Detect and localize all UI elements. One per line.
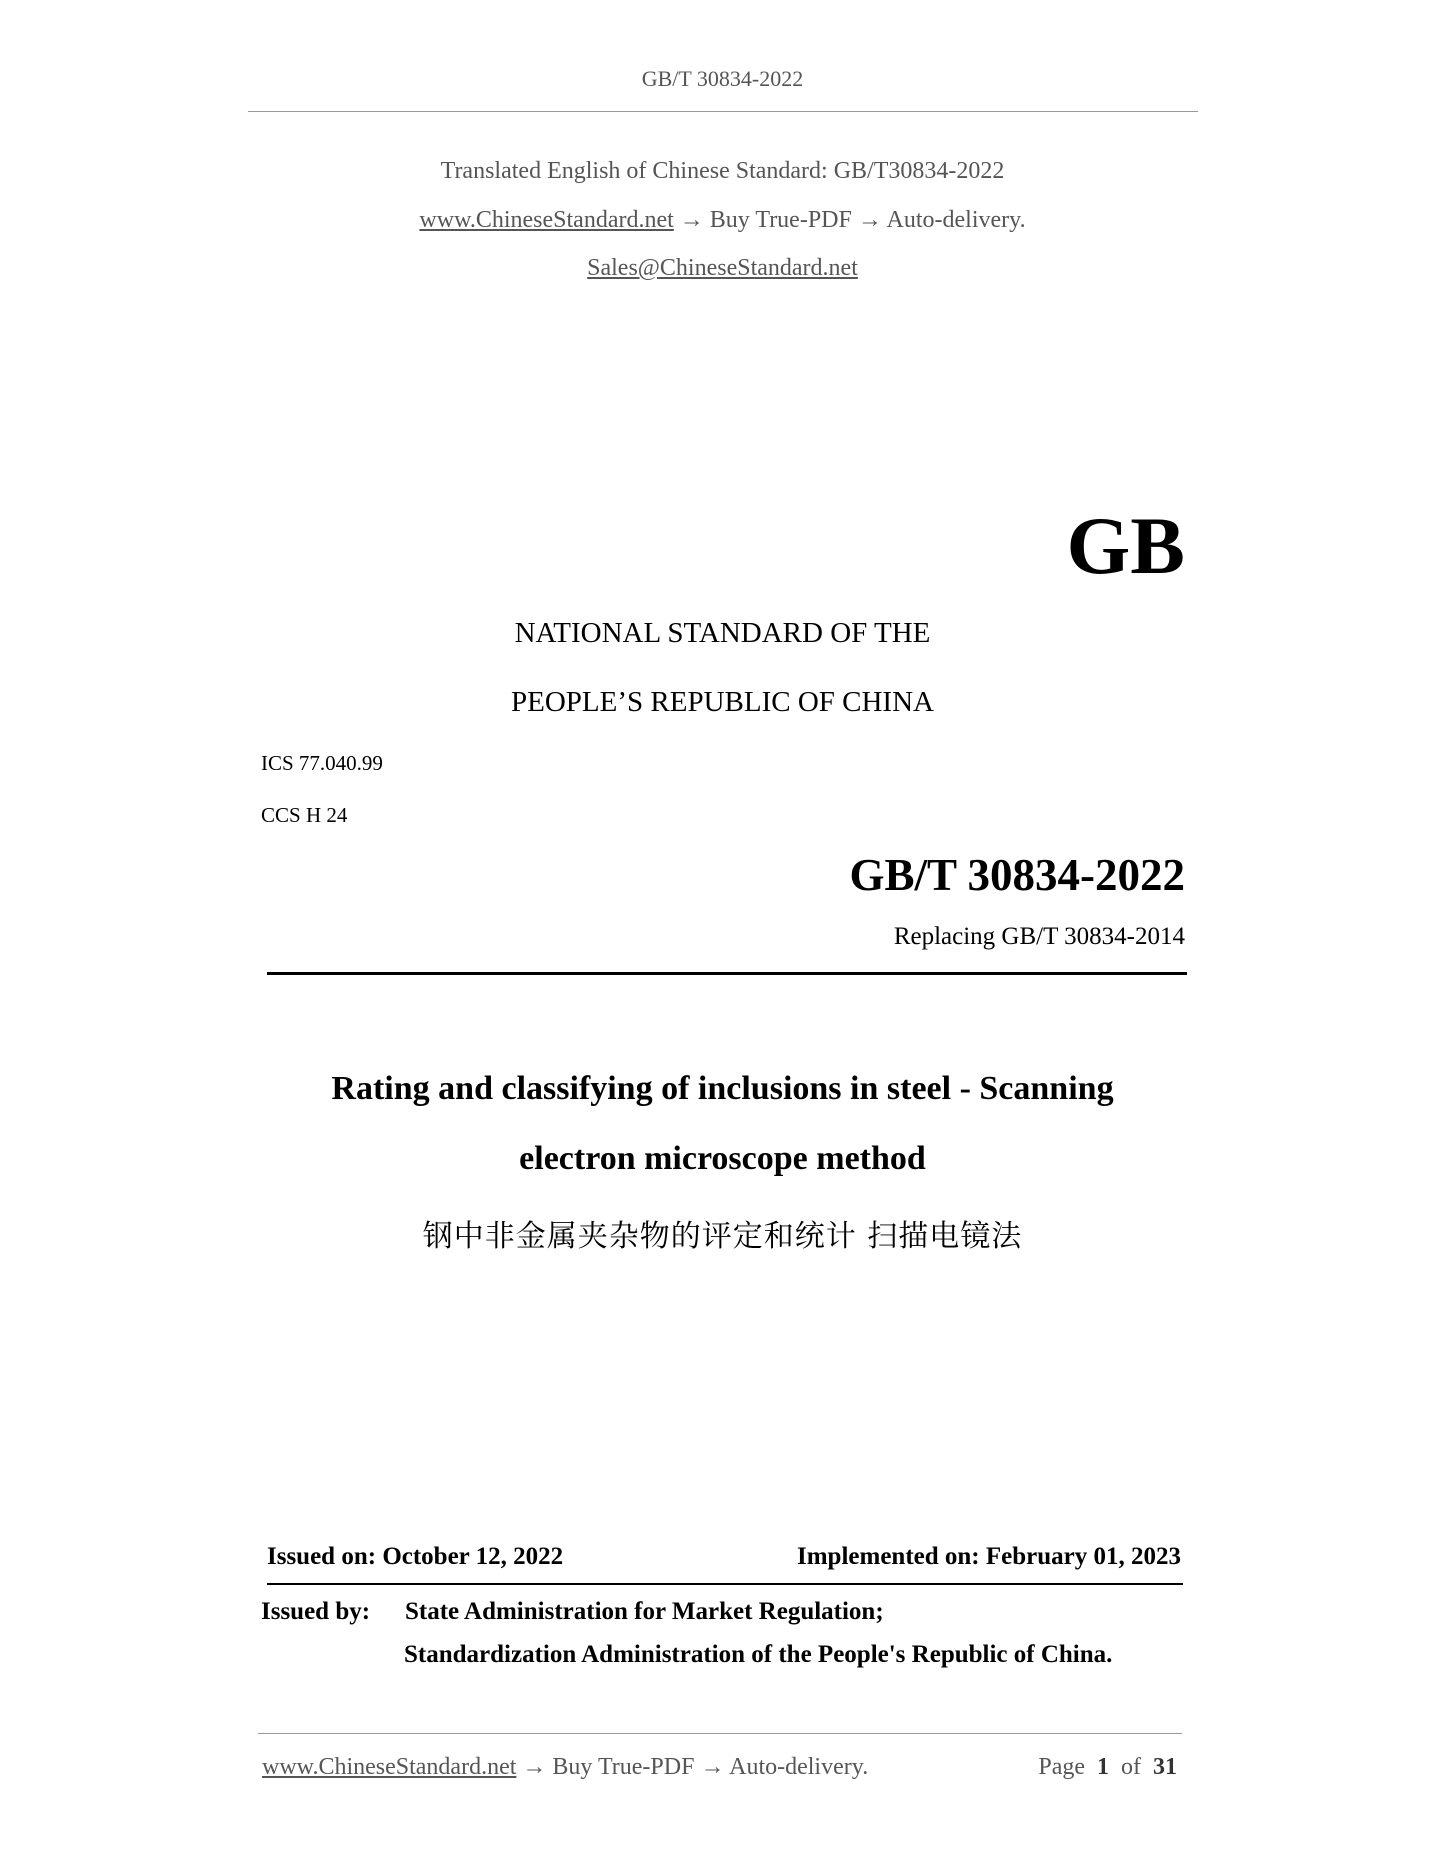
page-indicator bbox=[1038, 1754, 1177, 1781]
replacing-note: Replacing GB/T 30834-2014 bbox=[893, 923, 1185, 950]
ics-code: ICS 77.040.99 bbox=[261, 751, 383, 775]
issued-by-label: Issued by: bbox=[261, 1598, 371, 1625]
footer-buy-text: → Buy True-PDF → Auto-delivery. bbox=[516, 1754, 869, 1780]
page-of: of bbox=[1121, 1754, 1141, 1780]
footer-site-link[interactable]: www.ChineseStandard.net bbox=[262, 1754, 517, 1780]
issuer-sac: Standardization Administration of the People's Republic of China. bbox=[404, 1641, 1113, 1668]
page-label: Page bbox=[1038, 1754, 1085, 1780]
standard-code: GB/T 30834-2022 bbox=[849, 850, 1185, 900]
page-total: 31 bbox=[1153, 1754, 1177, 1780]
translation-notice: Translated English of Chinese Standard: GB/T30834-2022 bbox=[440, 158, 1005, 184]
document-title-line2: electron microscope method bbox=[519, 1140, 926, 1177]
sales-line bbox=[0, 255, 1445, 282]
issued-on-date: Issued on: October 12, 2022 bbox=[267, 1543, 564, 1570]
issuer-samr: State Administration for Market Regulation; bbox=[405, 1598, 884, 1625]
issue-divider bbox=[267, 1583, 1183, 1585]
national-standard-line2: PEOPLE’S REPUBLIC OF CHINA bbox=[511, 686, 934, 718]
document-title-line1: Rating and classifying of inclusions in steel - Scanning bbox=[331, 1070, 1114, 1107]
title-divider bbox=[267, 972, 1187, 975]
header-divider bbox=[248, 111, 1198, 112]
buy-text: → Buy True-PDF → Auto-delivery. bbox=[673, 207, 1026, 233]
national-standard-line1: NATIONAL STANDARD OF THE bbox=[514, 617, 931, 649]
site-link[interactable]: www.ChineseStandard.net bbox=[419, 207, 674, 233]
buy-line bbox=[0, 207, 1445, 234]
document-title-chinese: 钢中非金属夹杂物的评定和统计 扫描电镜法 bbox=[422, 1219, 1023, 1254]
footer-divider bbox=[258, 1733, 1182, 1734]
page-current: 1 bbox=[1097, 1754, 1109, 1780]
sales-email-link[interactable]: Sales@ChineseStandard.net bbox=[587, 255, 858, 281]
implemented-on-date: Implemented on: February 01, 2023 bbox=[797, 1543, 1181, 1570]
gb-logo: GB bbox=[1066, 500, 1185, 591]
footer-buy-line bbox=[262, 1754, 868, 1781]
running-header: GB/T 30834-2022 bbox=[641, 66, 804, 91]
ccs-code: CCS H 24 bbox=[261, 803, 348, 827]
